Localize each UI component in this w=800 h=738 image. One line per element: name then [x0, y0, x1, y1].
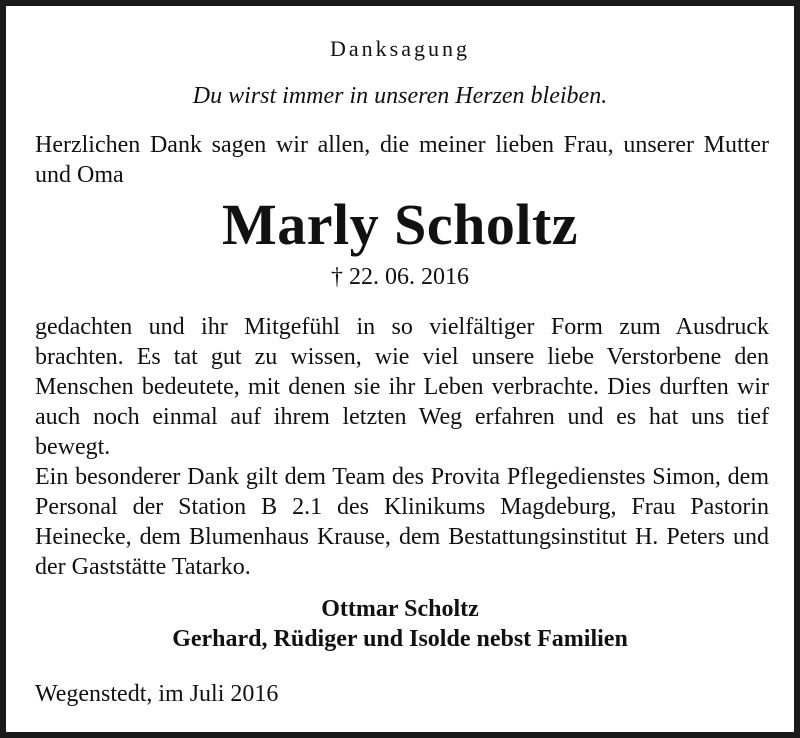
signature-line-2: Gerhard, Rüdiger und Isolde nebst Familien [172, 626, 628, 652]
motto-line: Du wirst immer in unseren Herzen bleiben. [192, 83, 608, 109]
body-paragraph-2: Ein besonderer Dank gilt dem Team des Provita Pflegedienstes Simon, dem Personal der Station B 2.1 des Klinikums Magdeburg, Frau Pastorin Heinecke, dem Blumenhaus Krause, dem Bestattungsinstitut H. Peters und der Gaststätte Tatarko. [35, 464, 769, 580]
intro-paragraph: Herzlichen Dank sagen wir allen, die meiner lieben Frau, unserer Mutter und Oma [35, 132, 769, 188]
obituary-notice [6, 6, 794, 732]
body-text-2 [35, 462, 769, 582]
body-paragraph-1: gedachten und ihr Mitgefühl in so vielfältiger Form zum Ausdruck brachten. Es tat gut zu wissen, wie viel unsere liebe Verstorbene den Menschen bedeutete, mit denen sie ihr Leben verbrachte. Dies durften wir auch noch einmal auf ihrem letzten Weg erfahren und es hat uns tief bewegt. [35, 314, 769, 460]
deceased-name: Marly Scholtz [221, 192, 579, 257]
signature-line-1: Ottmar Scholtz [321, 596, 479, 622]
place-and-date: Wegenstedt, im Juli 2016 [35, 681, 279, 707]
notice-heading: Danksagung [330, 36, 470, 61]
body-text-1 [35, 312, 769, 462]
death-date: † 22. 06. 2016 [331, 264, 469, 290]
intro-text [35, 130, 769, 190]
